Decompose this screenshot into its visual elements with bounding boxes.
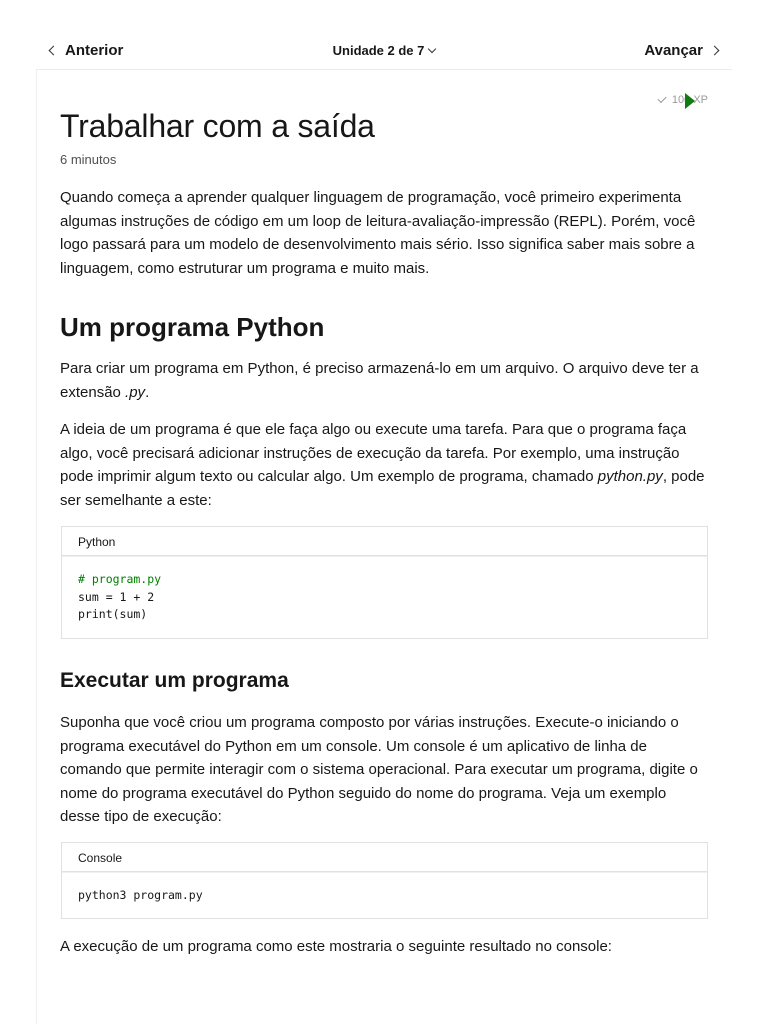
section1-paragraph-1 [60, 357, 710, 404]
s1p1-text: Para criar um programa em Python, é preciso armazená-lo em um arquivo. O arquivo deve ter a extensão [60, 360, 699, 401]
duration-label: 6 minutos [60, 152, 117, 167]
next-button[interactable] [644, 42, 718, 59]
chevron-right-icon [710, 46, 720, 56]
check-icon [657, 94, 666, 103]
unit-selector-label: Unidade 2 de 7 [332, 43, 425, 58]
section2-paragraph-2: A execução de um programa como este mostraria o seguinte resultado no console: [60, 938, 612, 955]
unit-navigation [36, 30, 732, 70]
console-language-label: Console [62, 843, 707, 872]
xp-badge [658, 94, 708, 106]
code-content[interactable] [62, 556, 707, 638]
s1p2-filename: python.py [597, 468, 663, 485]
python-code-block [61, 526, 708, 639]
s1p1-extension: .py [125, 383, 146, 401]
play-icon[interactable] [685, 93, 695, 109]
code-language-label: Python [62, 527, 707, 556]
previous-label: Anterior [65, 42, 124, 59]
code-line-3: print(sum) [78, 607, 148, 621]
section1-paragraph-2 [60, 418, 710, 512]
s1p2-text: A ideia de um programa é que ele faça algo ou execute uma tarefa. Para que o programa faça algo, você precisará adicionar instruções de execução da tarefa. Por exemplo, uma instrução pode imprimir algum texto ou calcular algo. Um exemplo de programa, chamado [60, 421, 687, 485]
code-line-2: sum = 1 + 2 [78, 589, 155, 604]
section-heading-run-program: Executar um programa [60, 669, 289, 692]
s1p2-end: , pode ser semelhante a este: [60, 468, 705, 509]
section2-paragraph-1: Suponha que você criou um programa composto por várias instruções. Execute-o iniciando o programa executável do Python em um console. Um console é um aplicativo de linha de comando que permite interagir com o sistema operacional. Para executar um programa, digite o nome do programa executável do Python seguido do nome do programa. Veja um exemplo desse tipo de execução: [60, 714, 698, 825]
next-label: Avançar [644, 42, 703, 59]
console-code-block [61, 842, 708, 919]
page-title: Trabalhar com a saída [60, 108, 375, 144]
console-content[interactable] [62, 872, 707, 918]
console-line-1: python3 program.py [78, 888, 203, 902]
unit-selector-wrap [36, 43, 732, 58]
code-comment-line: # program.py [78, 572, 162, 586]
chevron-down-icon [428, 44, 436, 52]
section-heading-python-program: Um programa Python [60, 312, 325, 342]
unit-selector[interactable] [333, 43, 436, 58]
intro-paragraph: Quando começa a aprender qualquer linguagem de programação, você primeiro experimenta algumas instruções de código em um loop de leitura-avaliação-impressão (REPL). Porém, você logo passará para um modelo de desenvolvimento mais sério. Isso significa saber mais sobre a linguagem, como estruturar um programa e muito mais. [60, 189, 696, 277]
s1p1-end: . [145, 383, 150, 401]
xp-label: 100 XP [671, 94, 708, 106]
